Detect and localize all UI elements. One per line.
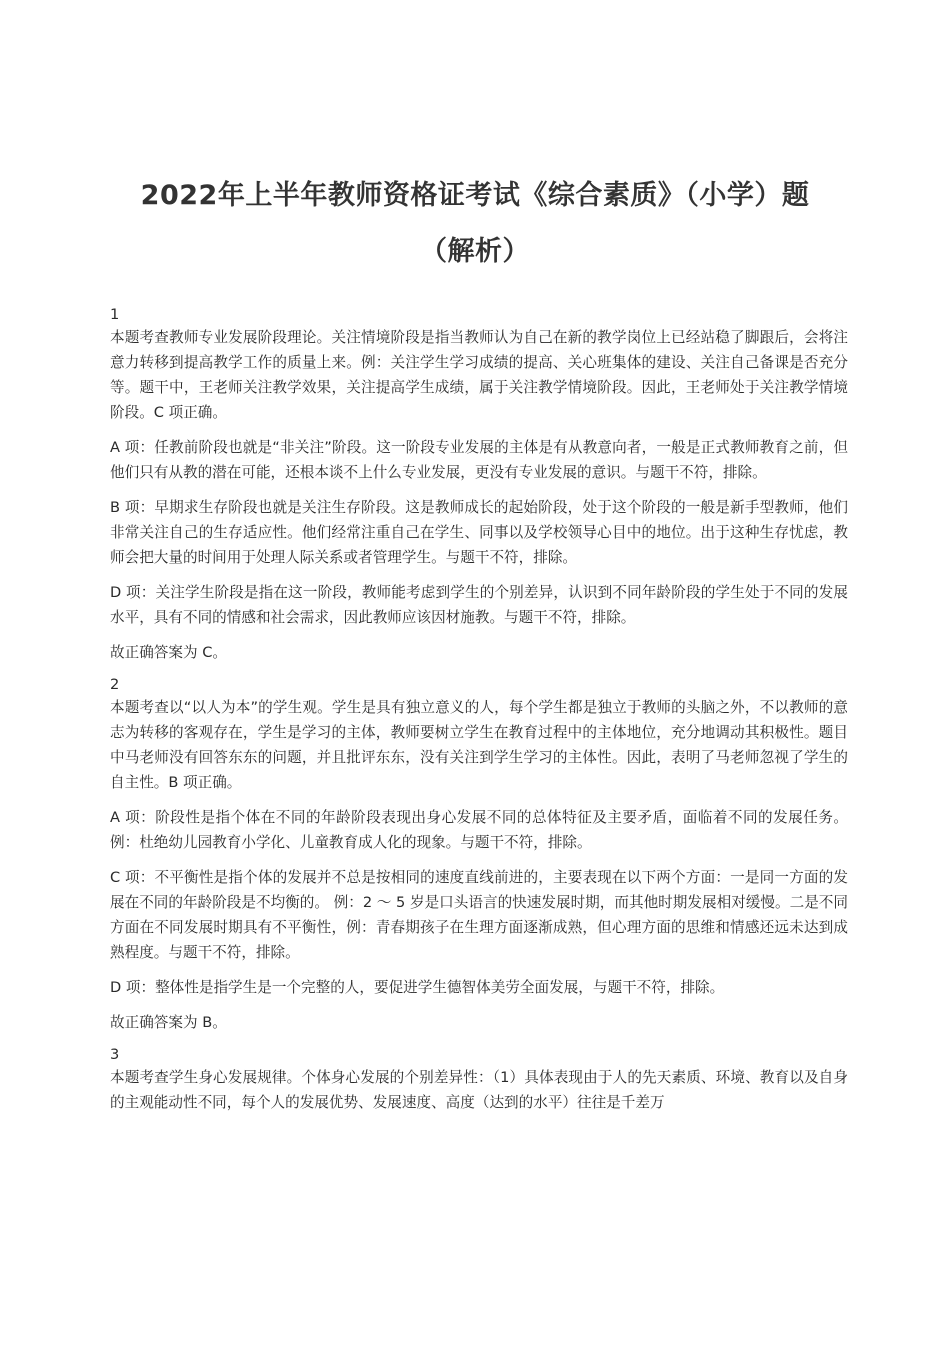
document-title (60, 168, 890, 280)
question-number: 3 (110, 1046, 120, 1063)
question-block-3 (110, 1045, 848, 1115)
question-block-2 (110, 675, 848, 1035)
analysis-paragraph: 本题考查教师专业发展阶段理论。关注情境阶段是指当教师认为自己在新的教学岗位上已经站稳了脚跟后，会将注意力转移到提高教学工作的质量上来。例：关注学生学习成绩的提高、关心班集体的建设、关注自己备课是否充分等。题干中，王老师关注教学效果，关注提高学生成绩，属于关注教学情境阶段。因此，王老师处于关注教学情境阶段。C 项正确。 (110, 329, 848, 421)
option-a-paragraph: A 项：任教前阶段也就是“非关注”阶段。这一阶段专业发展的主体是有从教意向者，一般是正式教师教育之前，但他们只有从教的潜在可能，还根本谈不上什么专业发展，更没有专业发展的意识。与题干不符，排除。 (110, 439, 848, 481)
option-b-paragraph: B 项：早期求生存阶段也就是关注生存阶段。这是教师成长的起始阶段，处于这个阶段的一般是新手型教师，他们非常关注自己的生存适应性。他们经常注重自己在学生、同事以及学校领导心目中的地位。出于这种生存忧虑，教师会把大量的时间用于处理人际关系或者管理学生。与题干不符，排除。 (110, 499, 848, 566)
option-a-paragraph: A 项：阶段性是指个体在不同的年龄阶段表现出身心发展不同的总体特征及主要矛盾，面临着不同的发展任务。 例：杜绝幼儿园教育小学化、儿童教育成人化的现象。与题干不符，排除。 (110, 809, 848, 851)
option-d-paragraph: D 项：关注学生阶段是指在这一阶段，教师能考虑到学生的个别差异，认识到不同年龄阶段的学生处于不同的发展水平，具有不同的情感和社会需求，因此教师应该因材施教。与题干不符，排除。 (110, 584, 848, 626)
title-line-2: （解析） (420, 236, 530, 267)
question-block-1 (110, 305, 848, 665)
option-c-paragraph: C 项：不平衡性是指个体的发展并不总是按相同的速度直线前进的，主要表现在以下两个方面：一是同一方面的发展在不同的年龄阶段是不均衡的。 例：2 ～ 5 岁是口头语言的快速发展时期，而其他时期发展相对缓慢。二是不同方面在不同发展时期具有不平衡性，例：青春期孩子在生理方面逐渐成熟，但心理方面的思维和情感还远未达到成熟程度。与题干不符，排除。 (110, 869, 848, 961)
answer-paragraph: 故正确答案为 B。 (110, 1014, 227, 1031)
analysis-paragraph: 本题考查以“以人为本”的学生观。学生是具有独立意义的人，每个学生都是独立于教师的头脑之外，不以教师的意志为转移的客观存在，学生是学习的主体，教师要树立学生在教育过程中的主体地位，充分地调动其积极性。题目中马老师没有回答东东的问题，并且批评东东，没有关注到学生学习的主体性。因此，表明了马老师忽视了学生的自主性。B 项正确。 (110, 699, 848, 791)
title-line-1: 2022年上半年教师资格证考试《综合素质》（小学）题 (140, 180, 810, 211)
answer-paragraph: 故正确答案为 C。 (110, 644, 227, 661)
document-body (110, 305, 848, 1125)
question-number: 2 (110, 676, 120, 693)
question-number: 1 (110, 306, 120, 323)
analysis-paragraph: 本题考查学生身心发展规律。个体身心发展的个别差异性：（1）具体表现由于人的先天素质、环境、教育以及自身的主观能动性不同，每个人的发展优势、发展速度、高度（达到的水平）往往是千差万 (110, 1069, 848, 1111)
option-d-paragraph: D 项：整体性是指学生是一个完整的人，要促进学生德智体美劳全面发展，与题干不符，排除。 (110, 979, 725, 996)
